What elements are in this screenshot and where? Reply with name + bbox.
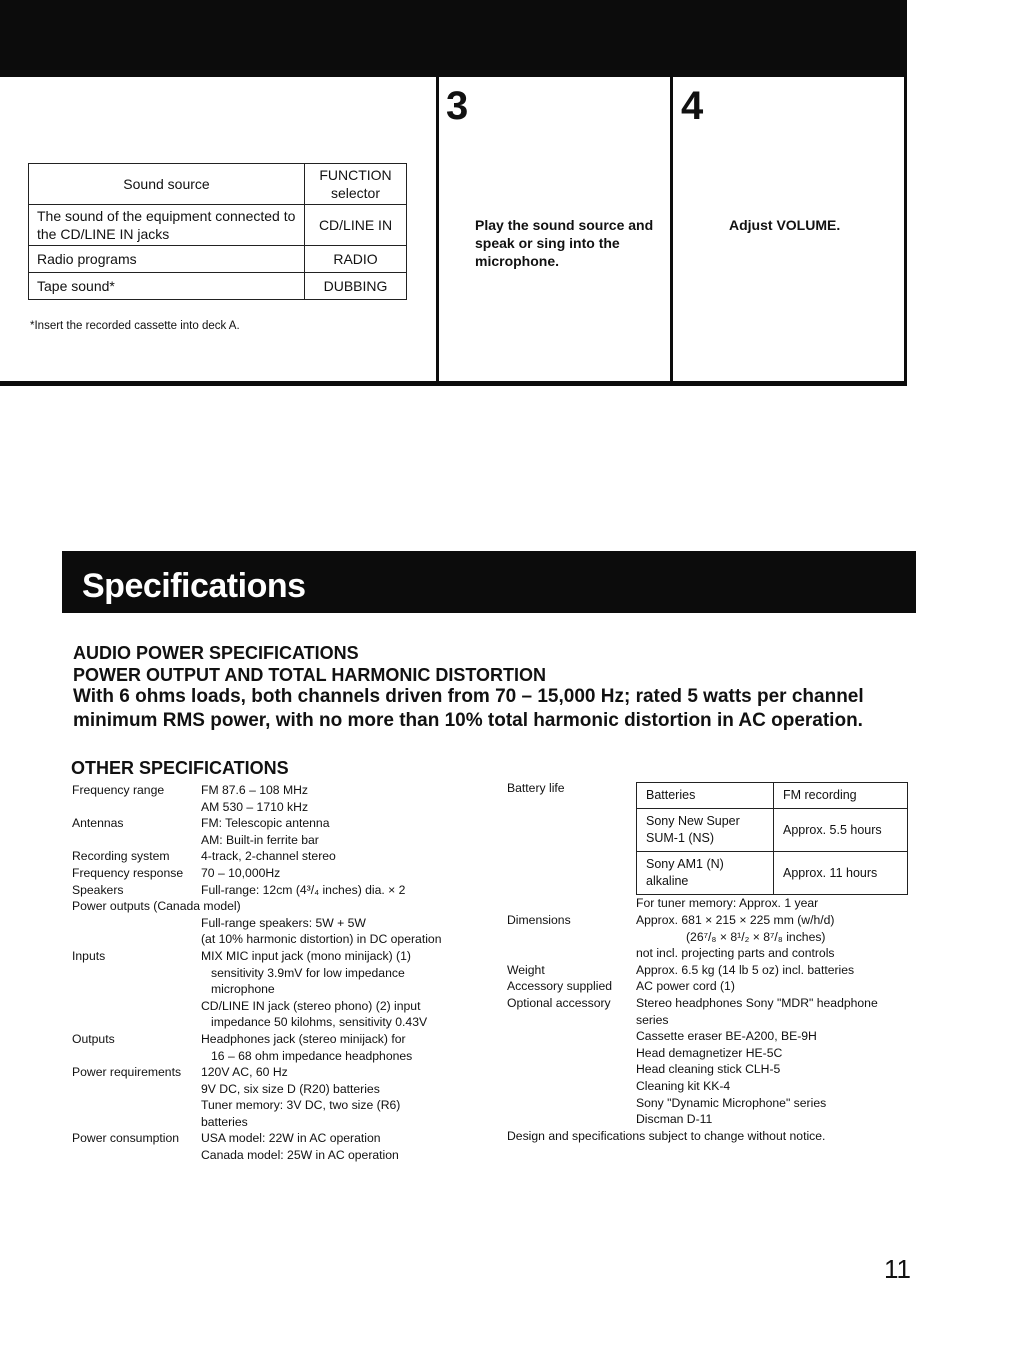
spec-value (201, 948, 492, 1031)
tuner-memory-note: For tuner memory: Approx. 1 year (636, 896, 819, 910)
spec-value-line: Full-range: 12cm (4³/₄ inches) dia. × 2 (201, 882, 406, 897)
table-cell: Tape sound* (29, 273, 305, 300)
spec-value (636, 912, 917, 962)
spec-value-line: AM 530 – 1710 kHz (201, 799, 309, 814)
spec-label: Speakers (72, 882, 124, 897)
spec-label: Power outputs (Canada model) (72, 899, 241, 914)
spec-label: Optional accessory (507, 995, 611, 1010)
spec-value (201, 1064, 492, 1130)
table-cell: The sound of the equipment connected to the CD/LINE IN jacks (29, 205, 305, 246)
spec-value (636, 962, 917, 979)
spec-value (636, 995, 917, 1128)
spec-value (201, 882, 492, 899)
table-row (29, 205, 407, 246)
spec-value-line: Head demagnetizer HE-5C (636, 1045, 783, 1060)
spec-value-line: 9V DC, six size D (R20) batteries (201, 1081, 380, 1096)
table-row (29, 273, 407, 300)
battery-life-table (636, 782, 908, 895)
table-row (637, 809, 908, 852)
table-cell: CD/LINE IN (305, 205, 407, 246)
table-header-cell: Sound source (29, 164, 305, 205)
power-output-heading: POWER OUTPUT AND TOTAL HARMONIC DISTORTION (73, 665, 546, 685)
spec-value-line: impedance 50 kilohms, sensitivity 0.43V (211, 1015, 428, 1030)
spec-value (201, 782, 492, 815)
spec-row (72, 815, 492, 848)
table-header-row (637, 783, 908, 809)
spec-value-line: (at 10% harmonic distortion) in DC operation (201, 932, 442, 947)
step-4-instruction: Adjust VOLUME. (729, 217, 841, 233)
table-header-cell: FM recording (774, 783, 908, 809)
spec-value-line: (26⁷/₈ × 8¹/₂ × 8⁷/₈ inches) (686, 929, 826, 944)
table-header-row (29, 164, 407, 205)
spec-value-line: 4-track, 2-channel stereo (201, 849, 336, 864)
spec-value-line: USA model: 22W in AC operation (201, 1131, 381, 1146)
table-cell: Sony AM1 (N) alkaline (637, 852, 774, 895)
disclaimer-text: Design and specifications subject to change without notice. (507, 1129, 826, 1143)
specs-list-right (507, 912, 917, 1128)
spec-row (72, 948, 492, 1031)
audio-power-heading: AUDIO POWER SPECIFICATIONS (73, 643, 359, 663)
spec-value-line: Head cleaning stick CLH-5 (636, 1062, 781, 1077)
spec-value (201, 848, 492, 865)
spec-value-line: batteries (201, 1114, 248, 1129)
spec-label: Dimensions (507, 913, 571, 927)
table-cell: Sony New Super SUM-1 (NS) (637, 809, 774, 852)
spec-row (72, 848, 492, 865)
spec-value (201, 815, 492, 848)
table-cell: Approx. 5.5 hours (774, 809, 908, 852)
spec-value-line: CD/LINE IN jack (stereo phono) (2) input (201, 998, 421, 1013)
spec-label: Recording system (72, 849, 170, 864)
spec-value (201, 1130, 492, 1163)
table-cell: DUBBING (305, 273, 407, 300)
battery-life-label: Battery life (507, 781, 565, 795)
spec-row (507, 978, 917, 995)
spec-row (507, 995, 917, 1128)
step-3-instruction: Play the sound source and speak or sing into the microphone. (475, 217, 654, 269)
spec-value (201, 1031, 492, 1064)
table-header-cell: Batteries (637, 783, 774, 809)
spec-row (507, 912, 917, 962)
spec-value-line: Approx. 681 × 215 × 225 mm (w/h/d) (636, 913, 835, 927)
spec-value-line: Full-range speakers: 5W + 5W (201, 915, 366, 930)
spec-row (72, 898, 492, 948)
spec-label: Antennas (72, 816, 124, 831)
spec-label: Frequency range (72, 783, 165, 797)
panel-divider (670, 77, 673, 383)
table-row (637, 852, 908, 895)
spec-value-line: Sony "Dynamic Microphone" series (636, 1095, 827, 1110)
spec-value (201, 865, 492, 882)
spec-value (72, 915, 492, 948)
spec-value-line: Headphones jack (stereo minijack) for (201, 1031, 406, 1046)
table-cell: Approx. 11 hours (774, 852, 908, 895)
spec-value-line: Stereo headphones Sony "MDR" headphone (636, 995, 878, 1010)
spec-row (72, 882, 492, 899)
spec-value-line: 70 – 10,000Hz (201, 865, 281, 880)
spec-label: Power consumption (72, 1131, 180, 1146)
sound-source-table (28, 163, 407, 300)
table-row (29, 246, 407, 273)
spec-value-line: AC power cord (1) (636, 979, 735, 994)
spec-label: Inputs (72, 948, 106, 963)
spec-label: Outputs (72, 1031, 115, 1046)
spec-label: Weight (507, 962, 545, 977)
spec-row (72, 1064, 492, 1130)
rating-statement-line-2: minimum RMS power, with no more than 10% total harmonic distortion in AC operation. (73, 710, 863, 731)
spec-value-line: sensitivity 3.9mV for low impedance (211, 965, 405, 980)
spec-row (72, 1031, 492, 1064)
spec-value-line: Discman D-11 (636, 1112, 713, 1127)
rating-statement-line-1: With 6 ohms loads, both channels driven from 70 – 15,000 Hz; rated 5 watts per channel (73, 686, 864, 707)
spec-value-line: series (636, 1012, 669, 1027)
spec-value-line: MIX MIC input jack (mono minijack) (1) (201, 948, 411, 963)
table-header-cell: FUNCTION selector (305, 164, 407, 205)
header-band (0, 0, 906, 77)
spec-value-line: 120V AC, 60 Hz (201, 1065, 288, 1080)
spec-value-line: microphone (211, 982, 275, 997)
table-cell: RADIO (305, 246, 407, 273)
spec-value (636, 978, 917, 995)
spec-row (72, 782, 492, 815)
section-rule (0, 381, 906, 386)
section-title: Specifications (82, 567, 306, 605)
spec-value-line: Tuner memory: 3V DC, two size (R6) (201, 1098, 401, 1113)
spec-row (507, 962, 917, 979)
page-number: 11 (884, 1254, 911, 1284)
spec-value-line: Approx. 6.5 kg (14 lb 5 oz) incl. batteries (636, 962, 855, 977)
spec-label: Accessory supplied (507, 979, 612, 994)
spec-value-line: 16 – 68 ohm impedance headphones (211, 1048, 413, 1063)
spec-value-line: not incl. projecting parts and controls (636, 946, 835, 961)
spec-value-line: FM: Telescopic antenna (201, 816, 330, 831)
spec-value-line: Cleaning kit KK-4 (636, 1078, 731, 1093)
specs-list-left (72, 782, 492, 1164)
spec-label: Frequency response (72, 865, 184, 880)
step-4-number: 4 (681, 84, 704, 128)
other-specifications-heading: OTHER SPECIFICATIONS (71, 758, 289, 778)
spec-label: Power requirements (72, 1065, 182, 1080)
spec-value-line: Cassette eraser BE-A200, BE-9H (636, 1029, 817, 1044)
spec-row (72, 865, 492, 882)
spec-value-line: FM 87.6 – 108 MHz (201, 783, 309, 797)
table-footnote: *Insert the recorded cassette into deck A. (30, 320, 240, 332)
spec-value-line: AM: Built-in ferrite bar (201, 832, 319, 847)
panel-divider (436, 77, 439, 383)
step-3-number: 3 (446, 84, 469, 128)
spec-row (72, 1130, 492, 1163)
table-cell: Radio programs (29, 246, 305, 273)
spec-value-line: Canada model: 25W in AC operation (201, 1148, 399, 1163)
panel-divider (904, 0, 907, 386)
